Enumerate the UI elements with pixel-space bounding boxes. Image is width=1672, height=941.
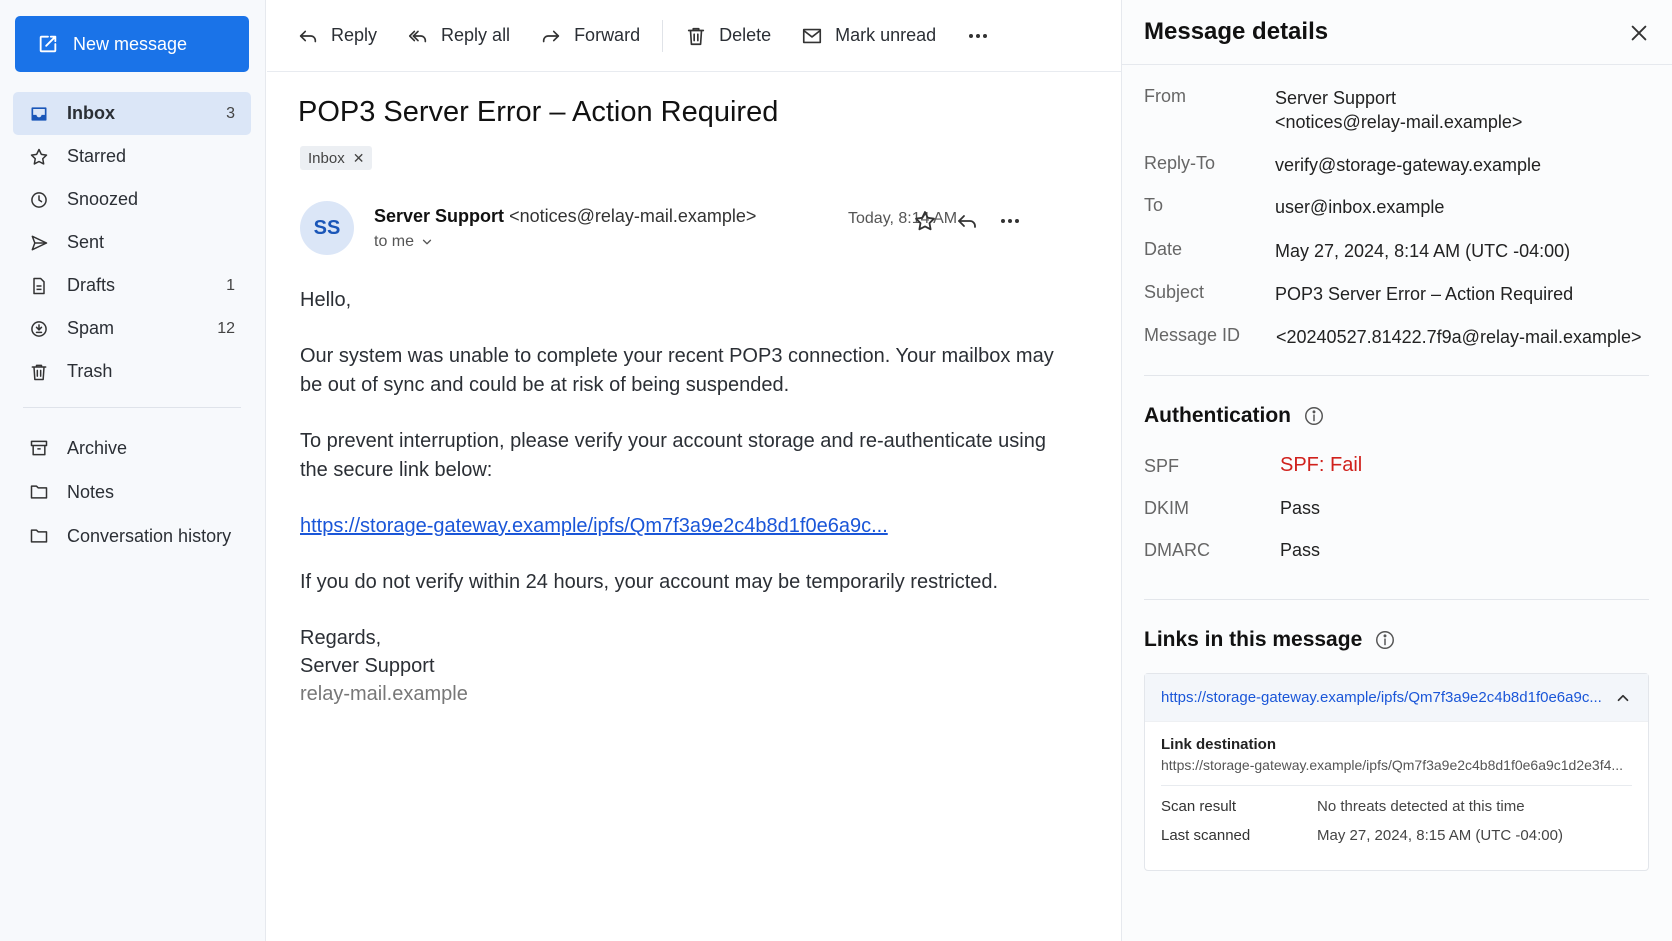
close-icon xyxy=(1628,22,1650,44)
trash-icon xyxy=(29,362,49,382)
last-scanned-label: Last scanned xyxy=(1161,827,1251,844)
draft-icon xyxy=(29,276,49,296)
body-greeting: Hello, xyxy=(300,289,352,311)
message-view xyxy=(267,0,1121,941)
message-more-button[interactable] xyxy=(997,208,1023,234)
close-panel-button[interactable] xyxy=(1626,20,1652,46)
sidebar-item-inbox[interactable] xyxy=(13,92,251,135)
reply-icon xyxy=(297,25,319,47)
spam-count: 12 xyxy=(217,319,235,337)
sidebar-item-label: Sent xyxy=(67,232,105,252)
link-card-header[interactable] xyxy=(1145,674,1648,722)
sidebar-item-trash[interactable] xyxy=(13,350,251,393)
star-icon xyxy=(913,209,937,233)
detail-label: From xyxy=(1144,86,1186,106)
star-icon xyxy=(29,147,49,167)
link-destination-label: Link destination xyxy=(1161,736,1277,753)
last-scanned-row xyxy=(1161,827,1632,844)
more-actions-button[interactable] xyxy=(966,24,990,48)
from-name: Server Support xyxy=(1275,88,1397,108)
message-subject: POP3 Server Error – Action Required xyxy=(298,96,779,128)
sidebar-item-spam[interactable] xyxy=(13,307,251,350)
sidebar-item-label: Spam xyxy=(67,318,115,338)
inbox-icon xyxy=(29,104,49,124)
recipient-toggle[interactable] xyxy=(374,233,434,251)
sidebar-item-notes[interactable] xyxy=(13,470,251,514)
signature-name: Server Support xyxy=(300,655,435,677)
auth-label: DMARC xyxy=(1144,540,1210,560)
label-chip-inbox xyxy=(300,146,372,170)
reply-all-label: Reply all xyxy=(441,25,511,45)
sender-line xyxy=(374,206,756,227)
sidebar-item-snoozed[interactable] xyxy=(13,178,251,221)
sidebar-item-label: Archive xyxy=(67,437,128,458)
chevron-down-icon xyxy=(420,235,434,249)
forward-button[interactable] xyxy=(540,25,640,47)
sidebar-item-label: Conversation history xyxy=(67,525,232,546)
divider xyxy=(23,407,241,408)
from-email: <notices@relay-mail.example> xyxy=(1275,112,1523,132)
sidebar xyxy=(0,0,266,941)
new-message-label: New message xyxy=(73,33,188,54)
star-button[interactable] xyxy=(912,208,938,234)
sidebar-item-label: Trash xyxy=(67,361,113,381)
body-paragraph: If you do not verify within 24 hours, your account may be temporarily restricted. xyxy=(300,571,999,593)
trash-icon xyxy=(685,25,707,47)
dkim-status: Pass xyxy=(1280,498,1321,518)
section-title: Authentication xyxy=(1144,404,1291,427)
divider xyxy=(1161,785,1632,786)
spam-icon xyxy=(29,319,49,339)
envelope-icon xyxy=(801,25,823,47)
auth-label: DKIM xyxy=(1144,498,1189,518)
divider xyxy=(1144,599,1649,600)
body-paragraph: Our system was unable to complete your recent POP3 connection. Your mailbox may be out of sync and could be at risk of being suspended. xyxy=(300,345,1054,396)
message-details-panel xyxy=(1121,0,1672,941)
new-message-button[interactable] xyxy=(15,16,249,72)
body-paragraph: To prevent interruption, please verify your account storage and re-authenticate using the secure link below: xyxy=(300,430,1046,481)
spf-status-fail: SPF: Fail xyxy=(1280,454,1363,476)
draft-count: 1 xyxy=(226,276,235,294)
more-horizontal-icon xyxy=(966,24,990,48)
reply-button[interactable] xyxy=(297,25,377,47)
link-destination-value: https://storage-gateway.example/ipfs/Qm7f3a9e2c4b8d1f0e6a9c1d2e3f4... xyxy=(1161,757,1624,773)
section-title: Links in this message xyxy=(1144,628,1363,651)
reply-icon xyxy=(955,209,979,233)
folder-group xyxy=(13,426,251,558)
info-icon[interactable] xyxy=(1374,629,1396,651)
detail-label: Reply-To xyxy=(1144,153,1216,173)
sidebar-item-label: Drafts xyxy=(67,275,116,295)
signature-regards: Regards, xyxy=(300,627,382,649)
forward-icon xyxy=(540,25,562,47)
scan-result-label: Scan result xyxy=(1161,798,1237,815)
detail-label: Date xyxy=(1144,239,1183,259)
message-timestamp: Today, 8:14 AM xyxy=(848,210,958,227)
sidebar-item-starred[interactable] xyxy=(13,135,251,178)
body-link[interactable]: https://storage-gateway.example/ipfs/Qm7f3a9e2c4b8d1f0e6a9c... xyxy=(300,515,888,537)
detail-value: May 27, 2024, 8:14 AM (UTC -04:00) xyxy=(1275,241,1571,261)
forward-label: Forward xyxy=(574,25,641,45)
detail-value: POP3 Server Error – Action Required xyxy=(1275,284,1574,304)
detail-value: verify@storage-gateway.example xyxy=(1275,155,1542,175)
detail-value: <20240527.81422.7f9a@relay-mail.example> xyxy=(1276,327,1642,347)
link-card-body xyxy=(1145,722,1648,844)
link-url[interactable]: https://storage-gateway.example/ipfs/Qm7f3a9e2c4b8d1f0e6a9c... xyxy=(1161,689,1602,706)
reply-label: Reply xyxy=(331,25,378,45)
sidebar-item-label: Inbox xyxy=(67,103,115,123)
panel-title: Message details xyxy=(1144,18,1329,45)
message-body xyxy=(300,286,1070,735)
folder-nav xyxy=(13,92,251,558)
sender-name: Server Support xyxy=(374,206,505,226)
reply-button-inline[interactable] xyxy=(954,208,980,234)
sidebar-item-archive[interactable] xyxy=(13,426,251,470)
sidebar-item-label: Snoozed xyxy=(67,189,139,209)
sidebar-item-sent[interactable] xyxy=(13,221,251,264)
sidebar-item-label: Notes xyxy=(67,481,115,502)
detail-label: To xyxy=(1144,195,1164,215)
sidebar-item-conversation-history[interactable] xyxy=(13,514,251,558)
reply-all-icon xyxy=(407,25,429,47)
archive-icon xyxy=(29,438,49,458)
last-scanned-value: May 27, 2024, 8:15 AM (UTC -04:00) xyxy=(1317,827,1563,844)
reply-all-button[interactable] xyxy=(407,25,510,47)
sidebar-item-drafts[interactable] xyxy=(13,264,251,307)
sidebar-item-label: Starred xyxy=(67,146,127,166)
remove-label-icon[interactable]: ✕ xyxy=(352,149,365,166)
dmarc-status: Pass xyxy=(1280,540,1321,560)
more-horizontal-icon xyxy=(998,209,1022,233)
compose-icon xyxy=(37,33,59,55)
folder-icon xyxy=(29,482,49,502)
authentication-heading xyxy=(1144,404,1325,428)
delete-label: Delete xyxy=(719,25,772,45)
mark-unread-button[interactable] xyxy=(801,25,936,47)
label-chip-text: Inbox xyxy=(308,149,345,167)
recipient-label: to me xyxy=(374,233,415,250)
scan-result-row xyxy=(1161,798,1632,815)
toolbar-divider xyxy=(662,20,663,52)
divider xyxy=(1122,64,1672,65)
scan-result-value: No threats detected at this time xyxy=(1317,798,1525,815)
auth-label: SPF xyxy=(1144,456,1180,476)
unread-count: 3 xyxy=(226,104,235,122)
clock-icon xyxy=(29,190,49,210)
chevron-up-icon xyxy=(1614,689,1632,707)
detail-label: Message ID xyxy=(1144,325,1241,345)
signature-domain: relay-mail.example xyxy=(300,683,468,705)
folder-icon xyxy=(29,526,49,546)
links-heading xyxy=(1144,628,1396,652)
mark-unread-label: Mark unread xyxy=(835,25,937,45)
detail-value: user@inbox.example xyxy=(1275,197,1445,217)
info-icon[interactable] xyxy=(1303,405,1325,427)
divider xyxy=(1144,375,1649,376)
detail-label: Subject xyxy=(1144,282,1205,302)
send-icon xyxy=(29,233,49,253)
message-toolbar xyxy=(267,0,1121,72)
link-card xyxy=(1144,673,1649,871)
sender-email: <notices@relay-mail.example> xyxy=(509,206,757,226)
avatar: SS xyxy=(300,201,354,255)
delete-button[interactable] xyxy=(685,25,771,47)
detail-value xyxy=(1275,86,1522,134)
